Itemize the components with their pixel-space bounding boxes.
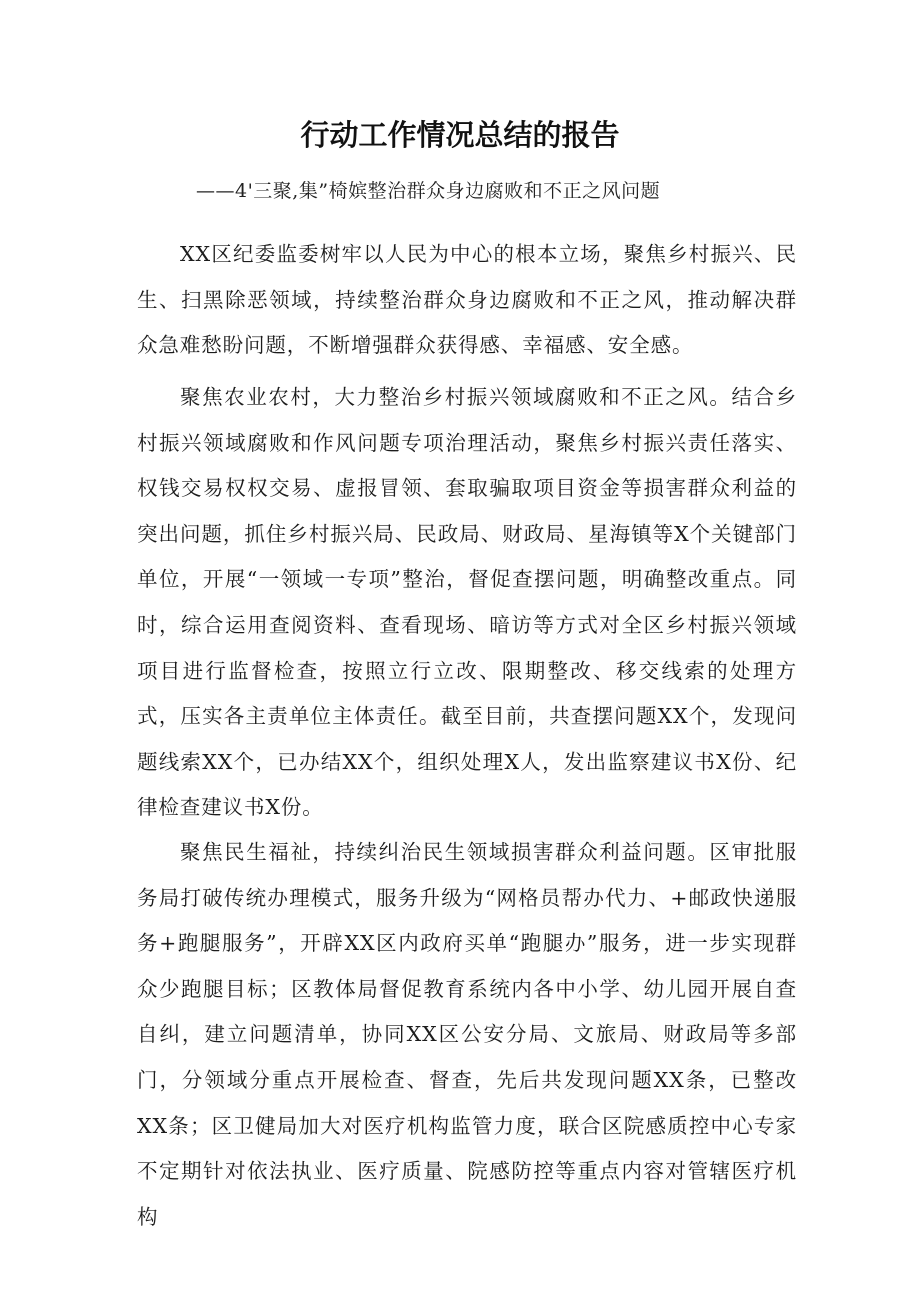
document-subtitle: ——4'三聚,集”椅嫔整治群众身边腐败和不正之风问题 bbox=[196, 180, 661, 202]
paragraph-intro: XX区纪委监委树牢以人民为中心的根本立场，聚焦乡村振兴、民生、扫黑除恶领域，持续整治群众身边腐败和不正之风，推动解决群众急难愁盼问题，不断增强群众获得感、幸福感、安全感。 bbox=[137, 242, 797, 358]
document-title: 行动工作情况总结的报告 bbox=[300, 118, 620, 152]
paragraph-livelihood: 聚焦民生福祉，持续纠治民生领域损害群众利益问题。区审批服务局打破传统办理模式，服务升级为“网格员帮办代力、+邮政快递服务+跑腿服务”，开辟XX区内政府买单“跑腿办”服务，进一步实现群众少跑腿目标；区教体局督促教育系统内各中小学、幼儿园开展自查自纠，建立问题清单，协同XX区公安分局、文旅局、财政局等多部门，分领域分重点开展检查、督查，先后共发现问题XX条，已整改XX条；区卫健局加大对医疗机构监管力度，联合区院感质控中心专家不定期针对依法执业、医疗质量、院感防控等重点内容对管辖医疗机构 bbox=[137, 840, 797, 1229]
paragraph-rural-revitalization: 聚焦农业农村，大力整治乡村振兴领域腐败和不正之风。结合乡村振兴领域腐败和作风问题专项治理活动，聚焦乡村振兴责任落实、权钱交易权权交易、虚报冒领、套取骗取项目资金等损害群众利益的突出问题，抓住乡村振兴局、民政局、财政局、星海镇等X个关键部门单位，开展“一领域一专项”整治，督促查摆问题，明确整改重点。同时，综合运用查阅资料、查看现场、暗访等方式对全区乡村振兴领域项目进行监督检查，按照立行立改、限期整改、移交线索的处理方式，压实各主责单位主体责任。截至目前，共查摆问题XX个，发现问题线索XX个，已办结XX个，组织处理X人，发出监察建议书X份、纪律检查建议书X份。 bbox=[137, 385, 797, 820]
